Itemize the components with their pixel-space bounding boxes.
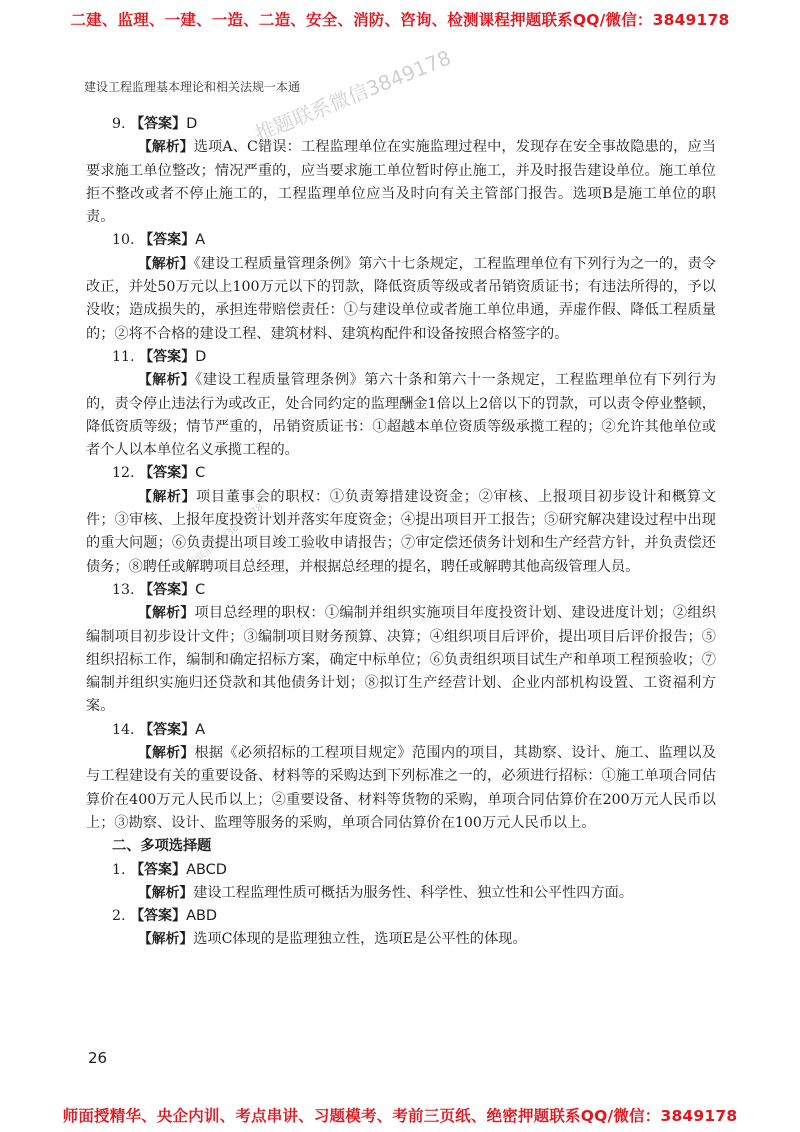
analysis-label: 【解析】 <box>138 745 195 762</box>
answer-label: 【答案】 <box>139 465 196 482</box>
analysis-text: 选项A、C错误：工程监理单位在实施监理过程中，发现存在安全事故隐患的，应当要求施工单位整改；情况严重的，应当要求施工单位暂时停止施工，并及时报告建设单位。施工单位拒不整改或者不停止施工的，工程监理单位应当及时向有关主管部门报告。选项B是施工单位的职责。 <box>86 139 716 226</box>
analysis-text: 建设工程监理性质可概括为服务性、科学性、独立性和公平性四方面。 <box>193 884 634 901</box>
page-content <box>86 113 716 952</box>
question-number: 10. <box>112 232 135 249</box>
bottom-banner: 师面授精华、央企内训、考点串讲、习题模考、考前三页纸、绝密押题联系QQ/微信：3849178 <box>62 1107 738 1125</box>
question-11-answer <box>86 346 716 369</box>
question-12-analysis <box>86 486 716 579</box>
answer-label: 【答案】 <box>139 348 196 365</box>
answer-value: D <box>195 348 207 365</box>
answer-label: 【答案】 <box>139 721 196 738</box>
watermark-small: 押题联系微信3849178 <box>178 501 266 578</box>
top-banner: 二建、监理、一建、一造、二造、安全、消防、咨询、检测课程押题联系QQ/微信：3849178 <box>70 11 730 29</box>
answer-label: 【答案】 <box>130 116 187 132</box>
analysis-text: 根据《必须招标的工程项目规定》范围内的项目，其勘察、设计、施工、监理以及与工程建设有关的重要设备、材料等的采购达到下列标准之一的，必须进行招标：①施工单项合同估算价在400万元人民币以上；②重要设备、材料等货物的采购，单项合同估算价在200万元人民币以上；③勘察、设计、监理等服务的采购，单项合同估算价在100万元人民币以上。 <box>86 745 717 831</box>
answer-label: 【答案】 <box>139 232 196 249</box>
running-head: 建设工程监理基本理论和相关法规一本通 <box>84 80 301 94</box>
analysis-text: 《建设工程质量管理条例》第六十七条规定，工程监理单位有下列行为之一的，责令改正，并处50万元以上100万元以下的罚款，降低资质等级或者吊销资质证书；有违法所得的，予以没收；造成损失的，承担连带赔偿责任：①与建设单位或者施工单位串通，弄虚作假、降低工程质量的；②将不合格的建设工程、建筑材料、建筑构配件和设备按照合格签字的。 <box>86 255 716 342</box>
question-number: 9. <box>112 116 126 132</box>
analysis-label: 【解析】 <box>138 372 196 389</box>
analysis-text: 选项C体现的是监理独立性，选项E是公平性的体现。 <box>193 931 527 948</box>
analysis-text: 项目总经理的职权：①编制并组织实施项目年度投资计划、建设进度计划；②组织编制项目初步设计文件；③编制项目财务预算、决算；④组织项目后评价，提出项目后评价报告；⑤组织招标工作，编制和确定招标方案，确定中标单位；⑥负责组织项目试生产和单项工程预验收；⑦编制并组织实施归还贷款和其他债务计划；⑧拟订生产经营计划、企业内部机构设置、工资福利方案。 <box>86 605 717 715</box>
analysis-label: 【解析】 <box>138 605 195 622</box>
mc-2-analysis <box>86 928 716 951</box>
question-10-answer <box>86 229 716 252</box>
mc-1-analysis <box>86 882 716 905</box>
answer-value: C <box>195 581 206 598</box>
question-number: 12. <box>112 465 135 482</box>
question-9-analysis <box>86 136 716 229</box>
answer-value: A <box>195 232 206 249</box>
question-14-analysis <box>86 742 716 835</box>
answer-value: A <box>195 721 206 738</box>
answer-label: 【答案】 <box>130 908 187 925</box>
watermark: 推题联系微信3849178 <box>251 45 455 146</box>
question-11-analysis <box>86 369 716 462</box>
analysis-label: 【解析】 <box>138 139 194 156</box>
answer-value: D <box>186 116 198 132</box>
analysis-label: 【解析】 <box>138 488 196 505</box>
question-12-answer <box>86 462 716 485</box>
answer-value: C <box>195 465 206 482</box>
answer-label: 【答案】 <box>130 861 187 878</box>
analysis-label: 【解析】 <box>138 255 194 272</box>
section-title: 二、多项选择题 <box>112 838 212 855</box>
question-number: 2. <box>112 908 126 925</box>
analysis-text: 《建设工程质量管理条例》第六十条和第六十一条规定，工程监理单位有下列行为的，责令停止违法行为或改正，处合同约定的监理酬金1倍以上2倍以下的罚款，可以责令停业整顿，降低资质等级；情节严重的，吊销资质证书：①超越本单位资质等级承揽工程的；②允许其他单位或者个人以本单位名义承揽工程的。 <box>86 372 717 459</box>
question-number: 1. <box>112 861 126 878</box>
question-10-analysis <box>86 253 716 346</box>
analysis-text: 项目董事会的职权：①负责筹措建设资金；②审核、上报项目初步设计和概算文件；③审核、上报年度投资计划并落实年度资金；④提出项目开工报告；⑤研究解决建设过程中出现的重大问题；⑥负责提出项目竣工验收申请报告；⑦审定偿还债务计划和生产经营方针，并负责偿还债务；⑧聘任或解聘项目总经理，并根据总经理的提名，聘任或解聘其他高级管理人员。 <box>86 488 716 575</box>
answer-value: ABCD <box>186 861 227 878</box>
question-13-answer <box>86 579 716 602</box>
mc-2-answer <box>86 905 716 928</box>
mc-1-answer <box>86 859 716 882</box>
analysis-label: 【解析】 <box>138 884 194 901</box>
question-number: 14. <box>112 721 135 738</box>
answer-value: ABD <box>186 908 218 925</box>
answer-label: 【答案】 <box>139 581 196 598</box>
question-number: 13. <box>112 581 135 598</box>
question-13-analysis <box>86 602 716 718</box>
question-number: 11. <box>112 348 135 365</box>
analysis-label: 【解析】 <box>138 931 194 948</box>
question-14-answer <box>86 719 716 742</box>
question-9-answer <box>86 113 716 136</box>
page-number: 26 <box>88 1049 108 1067</box>
